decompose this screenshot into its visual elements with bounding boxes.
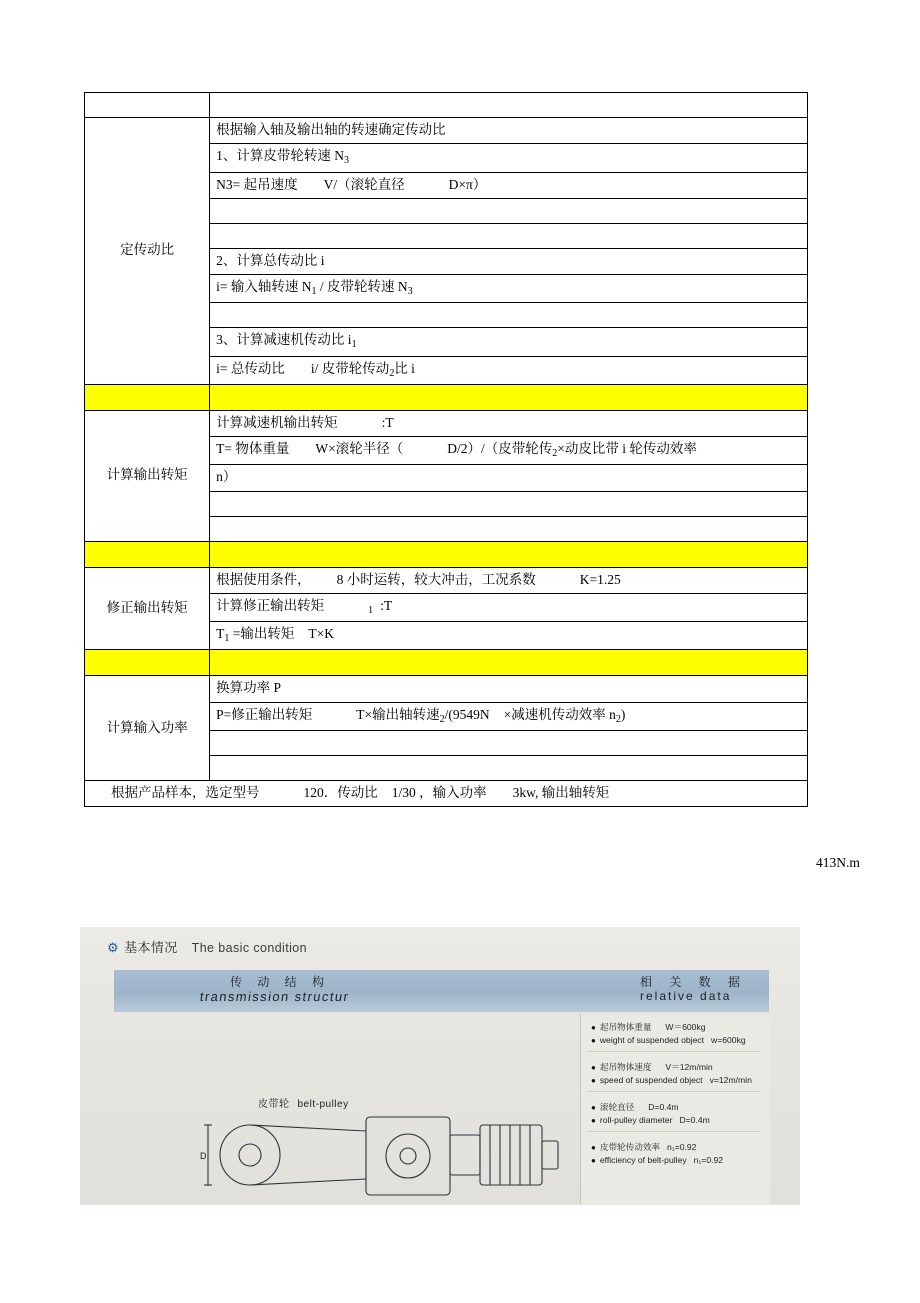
data-divider [587,1131,761,1132]
final-c: 1/30 ，输入功率 [391,784,487,800]
separator-left [85,541,210,567]
separator-right [210,384,808,410]
band-label-data-en: relative data [640,989,732,1003]
formula-c: 比 i [394,360,415,376]
formula-b: i/ 皮带轮传动 [310,360,390,376]
data-divider [587,1051,761,1052]
cell-ratio-step1 [210,144,808,172]
catalog-photo [80,927,800,1205]
line1-c: K=1.25 [579,571,621,587]
table-row-final [85,780,808,806]
table-row [85,676,808,702]
line2-b: T×输出轴转速 [356,706,440,722]
line3-a: =输出转矩 [229,626,295,642]
table-row [85,567,808,593]
data-item-en: ● speed of suspended object v=12m/min [591,1075,752,1085]
relative-data-panel [580,1013,770,1205]
line2-a: 计算修正输出转矩 [216,597,325,613]
band-label-data-cn: 相 关 数 据 [640,975,748,989]
table-row-separator [85,384,808,410]
line1-b: 8 小时运转，较大冲击，工况系数 [336,571,536,587]
step1-text: 1、计算皮带轮转速 N [216,148,345,164]
row-label-ratio: 定传动比 [85,118,210,385]
cell-ratio-step2: 2、计算总传动比 i [210,248,808,274]
cell-corrected-line1 [210,567,808,593]
data-item-cn: ● 起吊物体速度 V＝12m/min [591,1062,713,1072]
line2-d: ×减速机传动效率 n [503,706,616,722]
formula-sub1: 1 [311,285,317,297]
cell-ratio-step3 [210,328,808,356]
calculation-table [84,92,808,807]
row-label-corrected-torque: 修正输出转矩 [85,567,210,650]
belt-pulley-label [258,1095,349,1110]
step3-text: 3、计算减速机传动比 i [216,332,352,348]
formula-c: D×π） [448,176,487,192]
line2-c: D/2）/（皮带轮传 [447,441,553,457]
line1-b: :T [381,414,394,430]
cell-spacer [210,491,808,516]
photo-title-en: The basic condition [191,941,307,955]
step1-sub: 3 [344,155,350,167]
data-item-en: ● efficiency of belt-pulley n₁=0.92 [591,1155,724,1165]
step3-sub: 1 [351,339,357,351]
data-item-en: ● roll-pulley diameter D=0.4m [591,1115,710,1125]
formula-a: i= 总传动比 [216,360,285,376]
line2-sub1: 2 [439,713,445,725]
separator-left [85,650,210,676]
cell-power-line2 [210,702,808,730]
line3-b: T×K [308,626,335,642]
cell-output-line1 [210,410,808,436]
final-d: 3kw, 输出轴转矩 [512,784,610,800]
data-item-cn: ● 起吊物体重量 W＝600kg [591,1022,706,1032]
line2-sub: 1 [368,604,374,616]
formula-b: V/（滚轮直径 [323,176,405,192]
line2-sub2: 2 [615,713,621,725]
line2-c: /(9549N [444,706,490,722]
data-divider [587,1091,761,1092]
cell-spacer [210,516,808,541]
cell-power-line1: 换算功率 P [210,676,808,702]
band-label-structure-cn: 传 动 结 构 [230,975,331,989]
formula-sub: 2 [389,367,395,379]
photo-title-cn: 基本情况 [124,940,178,955]
gear-icon: ⚙ [107,940,120,955]
belt-label-cn: 皮带轮 [258,1099,290,1110]
cell-spacer [210,223,808,248]
table-row [85,410,808,436]
cell-spacer [210,755,808,780]
diameter-label: D [200,1151,207,1161]
formula-a: i= 输入轴转速 N [216,278,312,294]
line1-a: 根据使用条件， [216,571,311,587]
cell-ratio-step1-formula [210,172,808,198]
row-label-output-torque: 计算输出转矩 [85,410,210,541]
cell-spacer [210,303,808,328]
cell-output-line2 [210,437,808,465]
line1-a: 计算减速机输出转矩 [216,414,338,430]
separator-left [85,384,210,410]
line2-b: W×滚轮半径（ [315,441,404,457]
separator-right [210,650,808,676]
final-torque-value: 413N.m [816,855,860,870]
transmission-diagram [198,1109,568,1205]
separator-right [210,541,808,567]
line2-d: ×动皮比带 i 轮传动效率 [557,441,697,457]
final-b: 120．传动比 [303,784,378,800]
table-row-separator [85,650,808,676]
line2-sub: 2 [552,447,558,459]
cell-output-line3: n） [210,465,808,491]
formula-a: N3= 起吊速度 [216,176,298,192]
line3-sub: 1 [224,632,230,644]
cell-ratio-intro: 根据输入轴及输出轴的转速确定传动比 [210,118,808,144]
cell-spacer [210,730,808,755]
pulley-outer-circle [220,1125,280,1185]
cell-body-empty [210,93,808,118]
line3-pre: T [216,626,225,642]
table-row-separator [85,541,808,567]
table-row [85,118,808,144]
line2-b: :T [380,597,393,613]
cell-corrected-line2 [210,593,808,621]
belt-label-en: belt-pulley [297,1099,349,1110]
photo-title [107,937,307,956]
cell-final-selection [85,780,808,806]
formula-sub2: 3 [407,285,413,297]
final-a: 根据产品样本，选定型号 [111,784,260,800]
cell-label-empty [85,93,210,118]
data-item-en: ● weight of suspended object w=600kg [591,1035,746,1045]
line2-a: T= 物体重量 [216,441,290,457]
row-label-input-power: 计算输入功率 [85,676,210,781]
cell-spacer [210,198,808,223]
cell-ratio-step2-formula [210,274,808,302]
band-label-structure-en: transmission structur [198,989,351,1004]
data-item-cn: ● 皮带轮传动效率 n₁=0.92 [591,1142,697,1152]
line2-e: ) [620,706,626,722]
table-row [85,93,808,118]
pulley-inner-circle [239,1144,261,1166]
cell-ratio-step3-formula [210,356,808,384]
cell-corrected-line3 [210,622,808,650]
formula-b: / 皮带轮转速 N [316,278,408,294]
line2-a: P=修正输出转矩 [216,706,313,722]
data-item-cn: ● 滚轮直径 D=0.4m [591,1102,679,1112]
